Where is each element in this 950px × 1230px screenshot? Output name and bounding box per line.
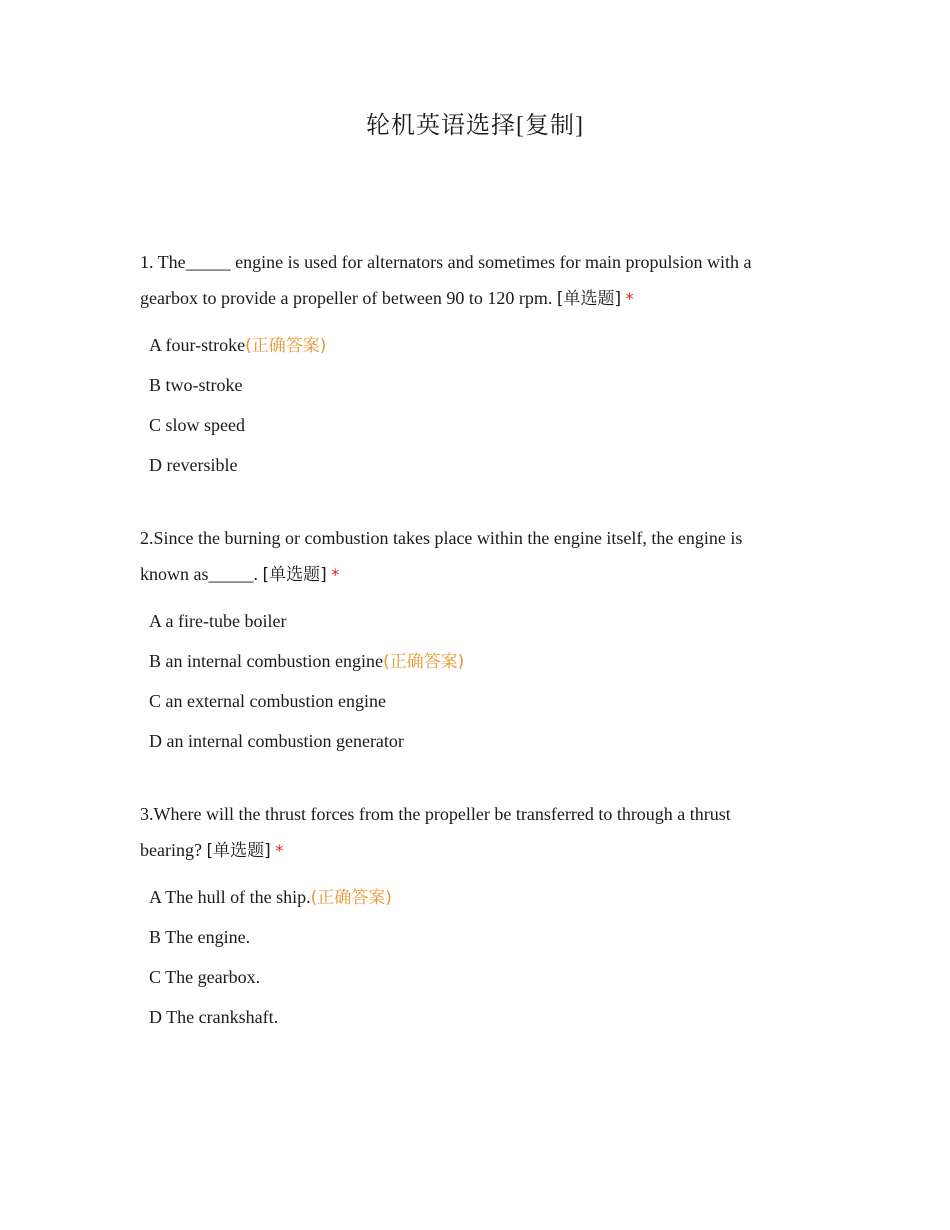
option-b — [140, 917, 790, 957]
option-text: B an internal combustion engine — [149, 651, 383, 671]
correct-answer-tag: (正确答案) — [245, 336, 327, 356]
option-b — [140, 365, 790, 405]
option-d — [140, 445, 790, 485]
option-b — [140, 641, 790, 681]
option-text: D The crankshaft. — [149, 1007, 279, 1027]
option-c — [140, 957, 790, 997]
option-text: C slow speed — [149, 415, 245, 435]
option-list — [140, 877, 790, 1037]
option-a — [140, 877, 790, 917]
option-c — [140, 681, 790, 721]
option-a — [140, 601, 790, 641]
correct-answer-tag: (正确答案) — [382, 652, 465, 672]
question-2 — [140, 520, 790, 761]
required-marker: * — [275, 841, 284, 860]
question-stem — [140, 796, 790, 869]
option-text: A The hull of the ship. — [149, 887, 311, 907]
option-d — [140, 721, 790, 761]
correct-answer-tag: (正确答案) — [310, 888, 392, 908]
option-text: A four-stroke — [149, 335, 246, 355]
question-type-label: [单选题] — [262, 565, 327, 585]
option-list — [140, 325, 790, 485]
question-type-label: [单选题] — [556, 289, 622, 309]
option-text: B two-stroke — [149, 375, 243, 395]
page-title: 轮机英语选择[复制] — [366, 113, 584, 139]
option-c — [140, 405, 790, 445]
option-text: C The gearbox. — [149, 967, 261, 987]
option-text: C an external combustion engine — [149, 691, 386, 711]
required-marker: * — [625, 289, 634, 308]
option-text: B The engine. — [149, 927, 251, 947]
question-type-label: [单选题] — [206, 841, 271, 861]
question-text: 3.Where will the thrust forces from the propeller be transferred to through a thrust bearing? — [140, 804, 731, 860]
option-text: D an internal combustion generator — [149, 731, 404, 751]
question-text: 1. The_____ engine is used for alternators and sometimes for main propulsion with a gearbox to provide a propeller of between 90 to 120 rpm. — [140, 252, 752, 308]
question-stem — [140, 244, 790, 317]
question-1 — [140, 244, 790, 485]
option-a — [140, 325, 790, 365]
option-d — [140, 997, 790, 1037]
question-stem — [140, 520, 790, 593]
option-list — [140, 601, 790, 761]
required-marker: * — [331, 565, 340, 584]
question-text: 2.Since the burning or combustion takes place within the engine itself, the engine is known as_____. — [140, 528, 743, 584]
option-text: A a fire-tube boiler — [149, 611, 287, 631]
option-text: D reversible — [149, 455, 238, 475]
question-3 — [140, 796, 790, 1037]
